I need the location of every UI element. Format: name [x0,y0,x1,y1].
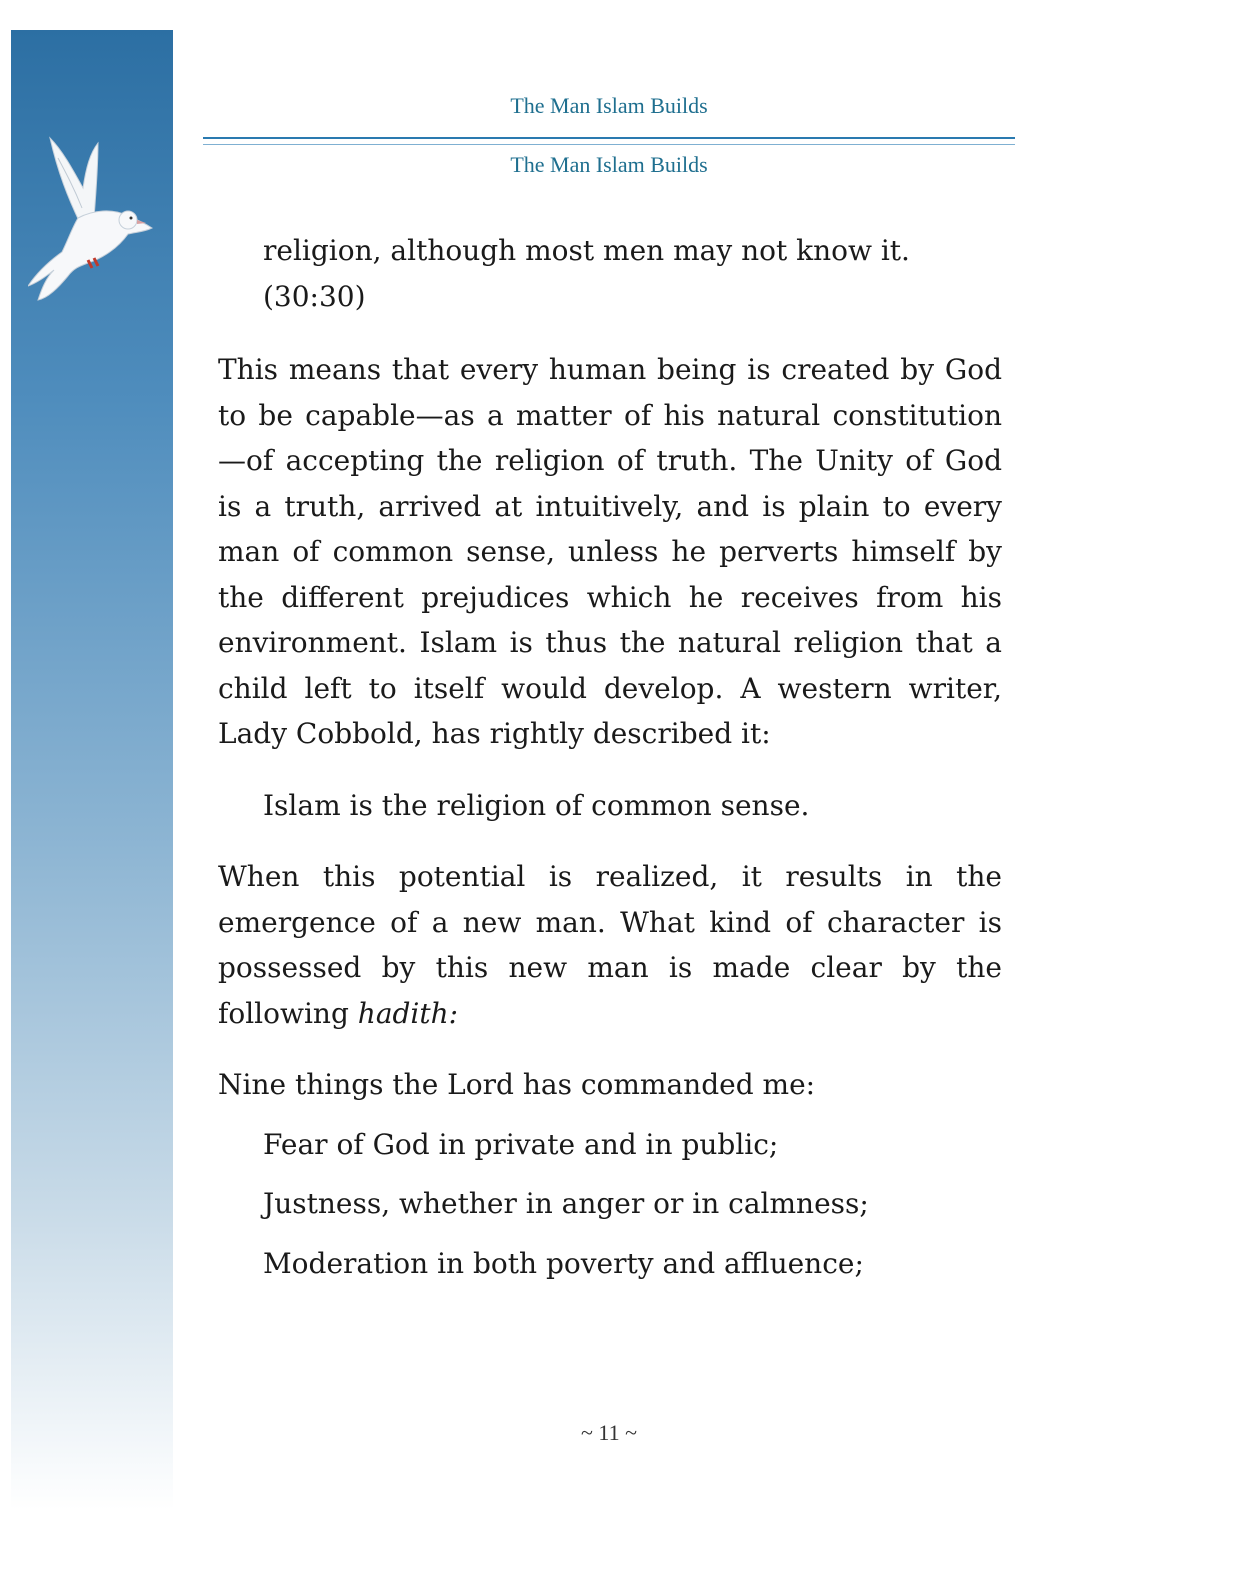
cobbold-quote: Islam is the religion of common sense. [263,788,810,822]
list-item: Justness, whether in anger or in calmness; [263,1187,869,1220]
paragraph-nine-things: Nine things the Lord has commanded me: [218,1068,816,1101]
list-item: Moderation in both poverty and affluence; [263,1246,864,1280]
header-divider [203,137,1015,139]
page-number: ~ 11 ~ [581,1420,637,1445]
paragraph-new-man-text: When this potential is realized, it results in the emergence of a new man. What kind of character is possessed by this new man is made clear by the following [218,860,1002,1030]
quran-citation: (30:30) [263,279,366,313]
list-item: Fear of God in private and in public; [263,1127,779,1161]
paragraph-new-man [218,854,1002,1036]
hadith-term: hadith: [357,996,459,1030]
running-header-subtitle: The Man Islam Builds [510,152,708,177]
dove-icon [28,128,158,308]
page-body [218,228,1002,1286]
paragraph-natural-religion: This means that every human being is created by God to be capable—as a matter of his natural constitution—of accepting the religion of truth. The Unity of God is a truth, arrived at intuitively, and is plain to every man of common sense, unless he perverts himself by the different prejudices which he receives from his environment. Islam is thus the natural religion that a child left to itself would develop. A western writer, Lady Cobbold, has rightly described it: [218,353,1002,750]
running-header-title: The Man Islam Builds [510,93,708,118]
quran-quote-line: religion, although most men may not know it. [263,234,910,267]
header-divider-thin [203,144,1015,145]
